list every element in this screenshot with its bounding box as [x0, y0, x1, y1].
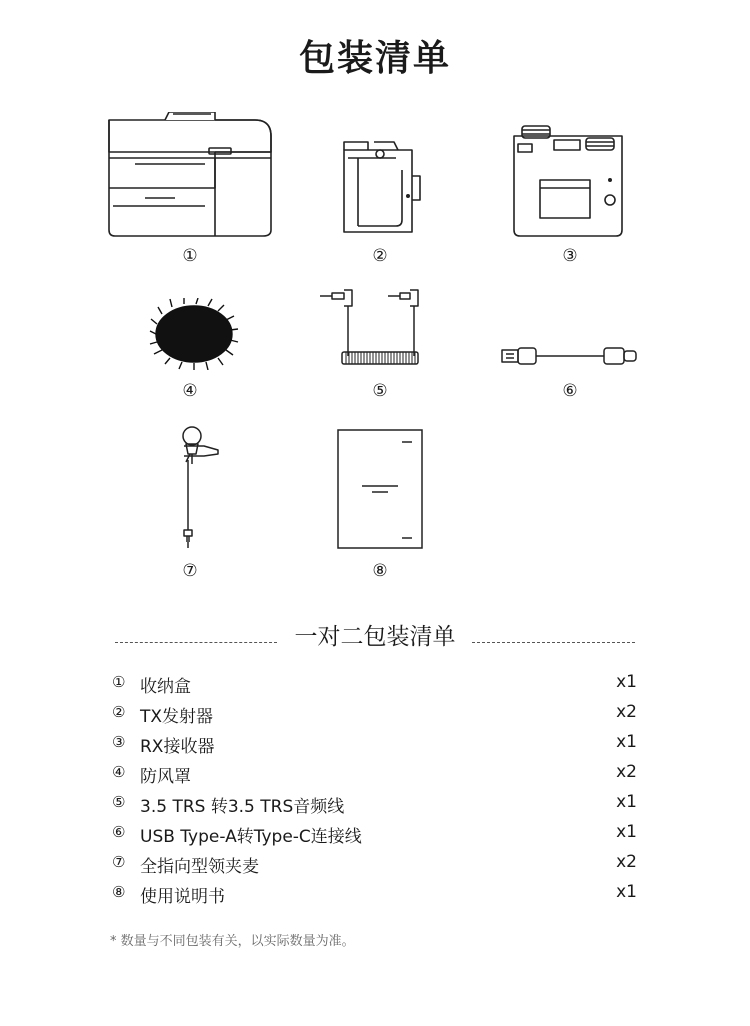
item-number: ⑤ — [112, 793, 126, 811]
item-number: ② — [112, 703, 126, 721]
item-quantity: x1 — [616, 822, 637, 842]
transmitter-icon — [338, 140, 424, 236]
figure-label: ① — [182, 246, 198, 266]
item-quantity: x1 — [616, 672, 637, 692]
item-number: ④ — [112, 763, 126, 781]
windscreen-icon — [148, 298, 240, 370]
item-number: ⑦ — [112, 853, 126, 871]
item-number: ⑧ — [112, 883, 126, 901]
item-quantity: x1 — [616, 732, 637, 752]
item-quantity: x2 — [616, 852, 637, 872]
figure-label: ② — [372, 246, 388, 266]
page-title: 包装清单 — [298, 38, 451, 79]
subtitle-section — [115, 618, 635, 652]
item-quantity: x2 — [616, 702, 637, 722]
list-item — [112, 760, 637, 790]
list-item — [112, 820, 637, 850]
figure-label: ⑦ — [182, 561, 198, 581]
item-quantity: x1 — [616, 792, 637, 812]
item-number: ⑥ — [112, 823, 126, 841]
item-name: RX接收器 — [140, 737, 215, 757]
subtitle: 一对二包装清单 — [294, 624, 456, 650]
figure-label: ④ — [182, 381, 198, 401]
list-item — [112, 670, 637, 700]
item-name: TX发射器 — [140, 707, 214, 727]
item-name: 使用说明书 — [140, 887, 225, 907]
item-name: 3.5 TRS 转3.5 TRS音频线 — [140, 797, 345, 817]
list-item — [112, 850, 637, 880]
item-quantity: x2 — [616, 762, 637, 782]
list-item — [112, 730, 637, 760]
item-name: 收纳盒 — [140, 677, 191, 697]
footnote: * 数量与不同包装有关，以实际数量为准。 — [110, 934, 355, 949]
lavalier-mic-icon — [160, 424, 226, 552]
package-list — [112, 670, 637, 910]
figure-label: ⑧ — [372, 561, 388, 581]
divider-right — [472, 642, 635, 643]
figure-label: ⑤ — [372, 381, 388, 401]
list-item — [112, 790, 637, 820]
storage-box-icon — [105, 112, 275, 242]
figure-label: ③ — [562, 246, 578, 266]
list-item — [112, 700, 637, 730]
usb-c-cable-icon — [500, 344, 640, 368]
item-number: ③ — [112, 733, 126, 751]
coiled-audio-cable-icon — [318, 284, 424, 368]
item-quantity: x1 — [616, 882, 637, 902]
figure-label: ⑥ — [562, 381, 578, 401]
receiver-icon — [510, 122, 630, 238]
item-name: 全指向型领夹麦 — [140, 857, 259, 877]
item-number: ① — [112, 673, 126, 691]
item-name: USB Type-A转Type-C连接线 — [140, 827, 362, 847]
list-item — [112, 880, 637, 910]
item-name: 防风罩 — [140, 767, 191, 787]
manual-booklet-icon — [336, 428, 426, 552]
